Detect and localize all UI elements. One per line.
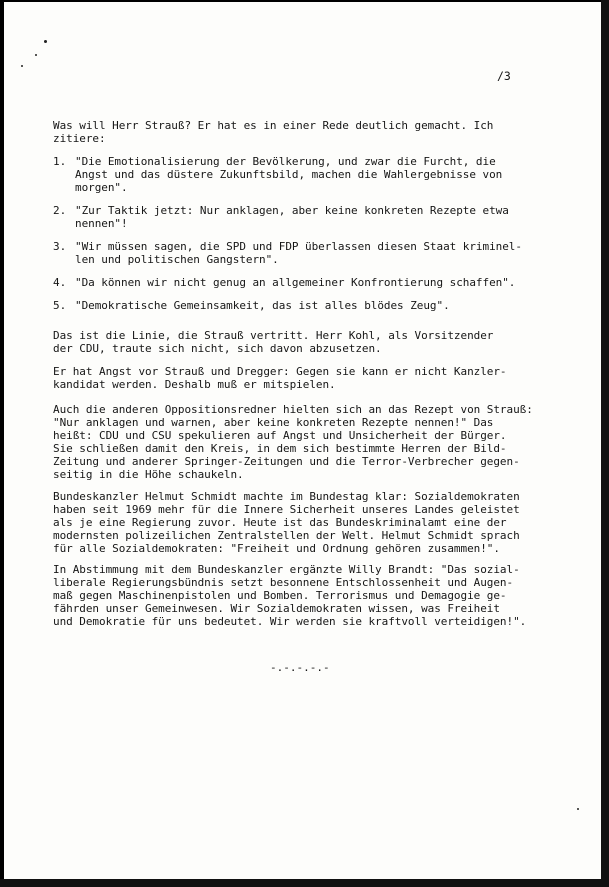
paragraph: Auch die anderen Oppositionsredner hielten sich an das Rezept von Strauß: "Nur anklagen und warnen, aber keine konkreten Rezepte nennen!" Das heißt: CDU und CSU spekulieren auf Angst und Unsicherheit der Bürger. Sie schließen damit den Kreis, in dem sich bestimmte Herren der Bild- Zeitung und anderer Springer-Zeitungen und die Terror-Verbrecher gegen- seitig in die Höhe schaukeln. — [53, 403, 533, 481]
quote-number: 1. — [53, 155, 67, 168]
quote-text: "Zur Taktik jetzt: Nur anklagen, aber keine konkreten Rezepte etwa nennen"! — [75, 204, 509, 230]
quote-text: "Wir müssen sagen, die SPD und FDP überlassen diesen Staat kriminel- len und politischen Gangstern". — [75, 240, 522, 266]
paragraph: Das ist die Linie, die Strauß vertritt. Herr Kohl, als Vorsitzender der CDU, traute sich nicht, sich davon abzusetzen. — [53, 329, 494, 355]
quote-text: "Die Emotionalisierung der Bevölkerung, und zwar die Furcht, die Angst und das düstere Zukunftsbild, machen die Wahlergebnisse von morgen". — [75, 155, 503, 194]
document-page — [4, 2, 601, 879]
paragraph: In Abstimmung mit dem Bundeskanzler ergänzte Willy Brandt: "Das sozial- liberale Regierungsbündnis setzt besonnene Entschlossenheit und Augen- maß gegen Maschinenpistolen und Bomben. Terrorismus und Demagogie ge- fährden unser Gemeinwesen. Wir Sozialdemokraten wissen, was Freiheit und Demokratie für uns bedeutet. Wir werden sie kraftvoll verteidigen!". — [53, 563, 527, 628]
end-mark: -.-.-.-.- — [270, 661, 330, 674]
quote-number: 5. — [53, 299, 67, 312]
scan-speck — [44, 40, 47, 43]
scan-speck — [21, 65, 23, 67]
scan-speck — [577, 808, 579, 810]
quote-text: "Da können wir nicht genug an allgemeiner Konfrontierung schaffen". — [75, 276, 516, 289]
scan-border-right — [601, 0, 609, 887]
scan-speck — [35, 54, 37, 56]
quote-text: "Demokratische Gemeinsamkeit, das ist alles blödes Zeug". — [75, 299, 450, 312]
quote-number: 4. — [53, 276, 67, 289]
quote-number: 2. — [53, 204, 67, 217]
scan-border-bottom — [0, 879, 609, 887]
intro-paragraph: Was will Herr Strauß? Er hat es in einer Rede deutlich gemacht. Ich zitiere: — [53, 119, 494, 145]
paragraph: Er hat Angst vor Strauß und Dregger: Gegen sie kann er nicht Kanzler- kandidat werden. Deshalb muß er mitspielen. — [53, 365, 507, 391]
quote-number: 3. — [53, 240, 67, 253]
page-number: /3 — [497, 69, 511, 83]
paragraph: Bundeskanzler Helmut Schmidt machte im Bundestag klar: Sozialdemokraten haben seit 1969 mehr für die Innere Sicherheit unseres Landes geleistet als je eine Regierung zuvor. Heute ist das Bundeskriminalamt eine der modernsten polizeilichen Zentralstellen der Welt. Helmut Schmidt sprach für alle Sozialdemokraten: "Freiheit und Ordnung gehören zusammen!". — [53, 490, 520, 555]
